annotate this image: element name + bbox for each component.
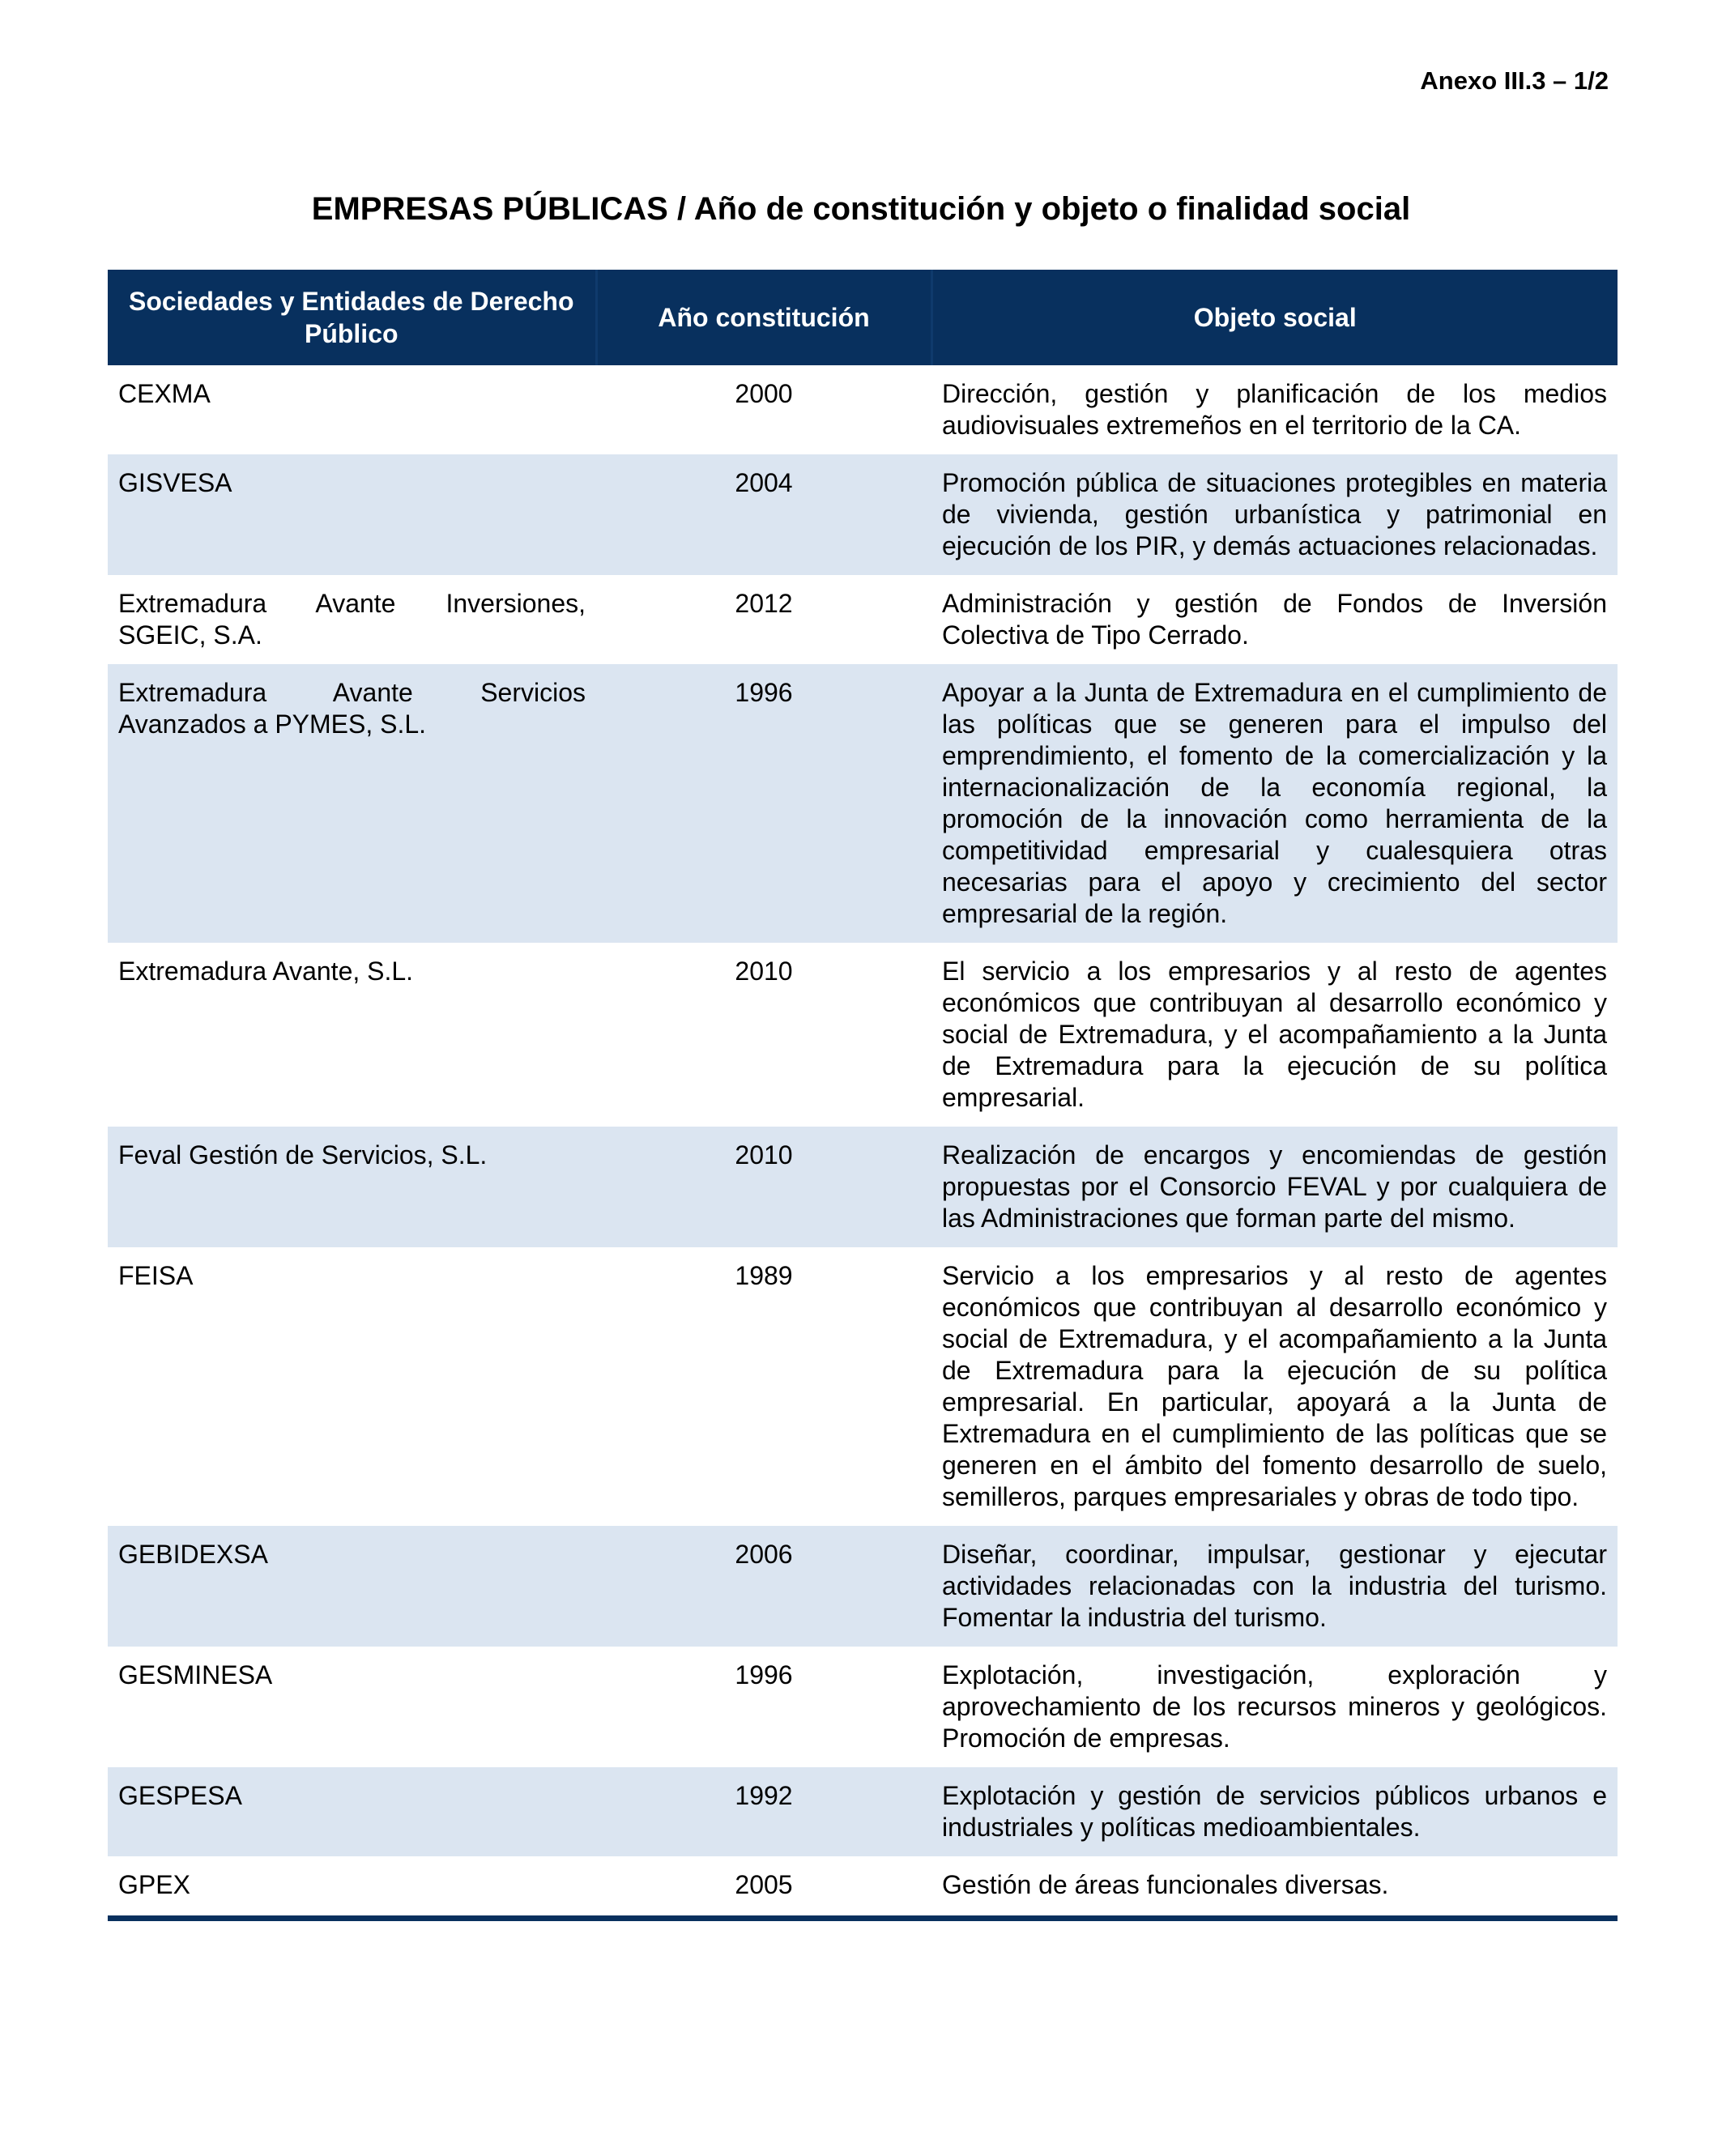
table-row bbox=[108, 1247, 1618, 1526]
table-row bbox=[108, 454, 1618, 575]
table-row bbox=[108, 1526, 1618, 1647]
year-cell: 2005 bbox=[596, 1856, 931, 1914]
year-cell: 2012 bbox=[596, 575, 931, 664]
table-header-row bbox=[108, 270, 1618, 365]
entity-name-cell: GISVESA bbox=[108, 454, 596, 575]
entity-name-cell: GEBIDEXSA bbox=[108, 1526, 596, 1647]
entity-name-cell: CEXMA bbox=[108, 365, 596, 454]
annex-label: Anexo III.3 – 1/2 bbox=[1420, 66, 1609, 95]
page-title: EMPRESAS PÚBLICAS / Año de constitución y objeto o finalidad social bbox=[311, 191, 1411, 227]
purpose-cell: Promoción pública de situaciones protegibles en materia de vivienda, gestión urbanística y patrimonial en ejecución de los PIR, y demás actuaciones relacionadas. bbox=[931, 454, 1618, 575]
year-cell: 1996 bbox=[596, 1647, 931, 1767]
table-row bbox=[108, 1767, 1618, 1856]
table-row bbox=[108, 1127, 1618, 1247]
year-cell: 1992 bbox=[596, 1767, 931, 1856]
table-bottom-rule bbox=[108, 1915, 1618, 1921]
purpose-cell: Explotación y gestión de servicios públicos urbanos e industriales y políticas medioambientales. bbox=[931, 1767, 1618, 1856]
year-cell: 1989 bbox=[596, 1247, 931, 1526]
year-cell: 2004 bbox=[596, 454, 931, 575]
table-row bbox=[108, 365, 1618, 454]
table-row bbox=[108, 664, 1618, 943]
entity-name-cell: FEISA bbox=[108, 1247, 596, 1526]
year-cell: 2010 bbox=[596, 943, 931, 1127]
purpose-cell: Explotación, investigación, exploración y aprovechamiento de los recursos mineros y geológicos. Promoción de empresas. bbox=[931, 1647, 1618, 1767]
table-row bbox=[108, 1647, 1618, 1767]
purpose-cell: Apoyar a la Junta de Extremadura en el cumplimiento de las políticas que se generen para el impulso del emprendimiento, el fomento de la comercialización y la internacionalización de la economía regional, la promoción de la innovación como herramienta de la competitividad empresarial y cualesquiera otras necesarias para el apoyo y crecimiento del sector empresarial de la región. bbox=[931, 664, 1618, 943]
table-row bbox=[108, 943, 1618, 1127]
purpose-cell: Gestión de áreas funcionales diversas. bbox=[931, 1856, 1618, 1914]
table-row bbox=[108, 575, 1618, 664]
purpose-cell: El servicio a los empresarios y al resto de agentes económicos que contribuyan al desarrollo económico y social de Extremadura, y el acompañamiento a la Junta de Extremadura para la ejecución de su política empresarial. bbox=[931, 943, 1618, 1127]
entity-name-cell: Extremadura Avante, S.L. bbox=[108, 943, 596, 1127]
year-cell: 2006 bbox=[596, 1526, 931, 1647]
purpose-cell: Dirección, gestión y planificación de los medios audiovisuales extremeños en el territorio de la CA. bbox=[931, 365, 1618, 454]
column-header-year: Año constitución bbox=[596, 270, 931, 365]
column-header-purpose: Objeto social bbox=[931, 270, 1618, 365]
entity-name-cell: GPEX bbox=[108, 1856, 596, 1914]
purpose-cell: Administración y gestión de Fondos de Inversión Colectiva de Tipo Cerrado. bbox=[931, 575, 1618, 664]
entity-name-cell: GESMINESA bbox=[108, 1647, 596, 1767]
entity-name-cell: Extremadura Avante Servicios Avanzados a PYMES, S.L. bbox=[108, 664, 596, 943]
year-cell: 2000 bbox=[596, 365, 931, 454]
table-row bbox=[108, 1856, 1618, 1914]
column-header-entity: Sociedades y Entidades de Derecho Público bbox=[108, 270, 596, 365]
year-cell: 1996 bbox=[596, 664, 931, 943]
year-cell: 2010 bbox=[596, 1127, 931, 1247]
entity-name-cell: Feval Gestión de Servicios, S.L. bbox=[108, 1127, 596, 1247]
entity-name-cell: Extremadura Avante Inversiones, SGEIC, S.A. bbox=[108, 575, 596, 664]
purpose-cell: Servicio a los empresarios y al resto de agentes económicos que contribuyan al desarrollo económico y social de Extremadura, y el acompañamiento a la Junta de Extremadura para la ejecución de su política empresarial. En particular, apoyará a la Junta de Extremadura en el cumplimiento de las políticas que se generen en el ámbito del fomento desarrollo de suelo, semilleros, parques empresariales y obras de todo tipo. bbox=[931, 1247, 1618, 1526]
purpose-cell: Realización de encargos y encomiendas de gestión propuestas por el Consorcio FEVAL y por cualquiera de las Administraciones que forman parte del mismo. bbox=[931, 1127, 1618, 1247]
purpose-cell: Diseñar, coordinar, impulsar, gestionar y ejecutar actividades relacionadas con la industria del turismo. Fomentar la industria del turismo. bbox=[931, 1526, 1618, 1647]
table-body bbox=[108, 365, 1618, 1914]
companies-table bbox=[108, 270, 1618, 1914]
entity-name-cell: GESPESA bbox=[108, 1767, 596, 1856]
